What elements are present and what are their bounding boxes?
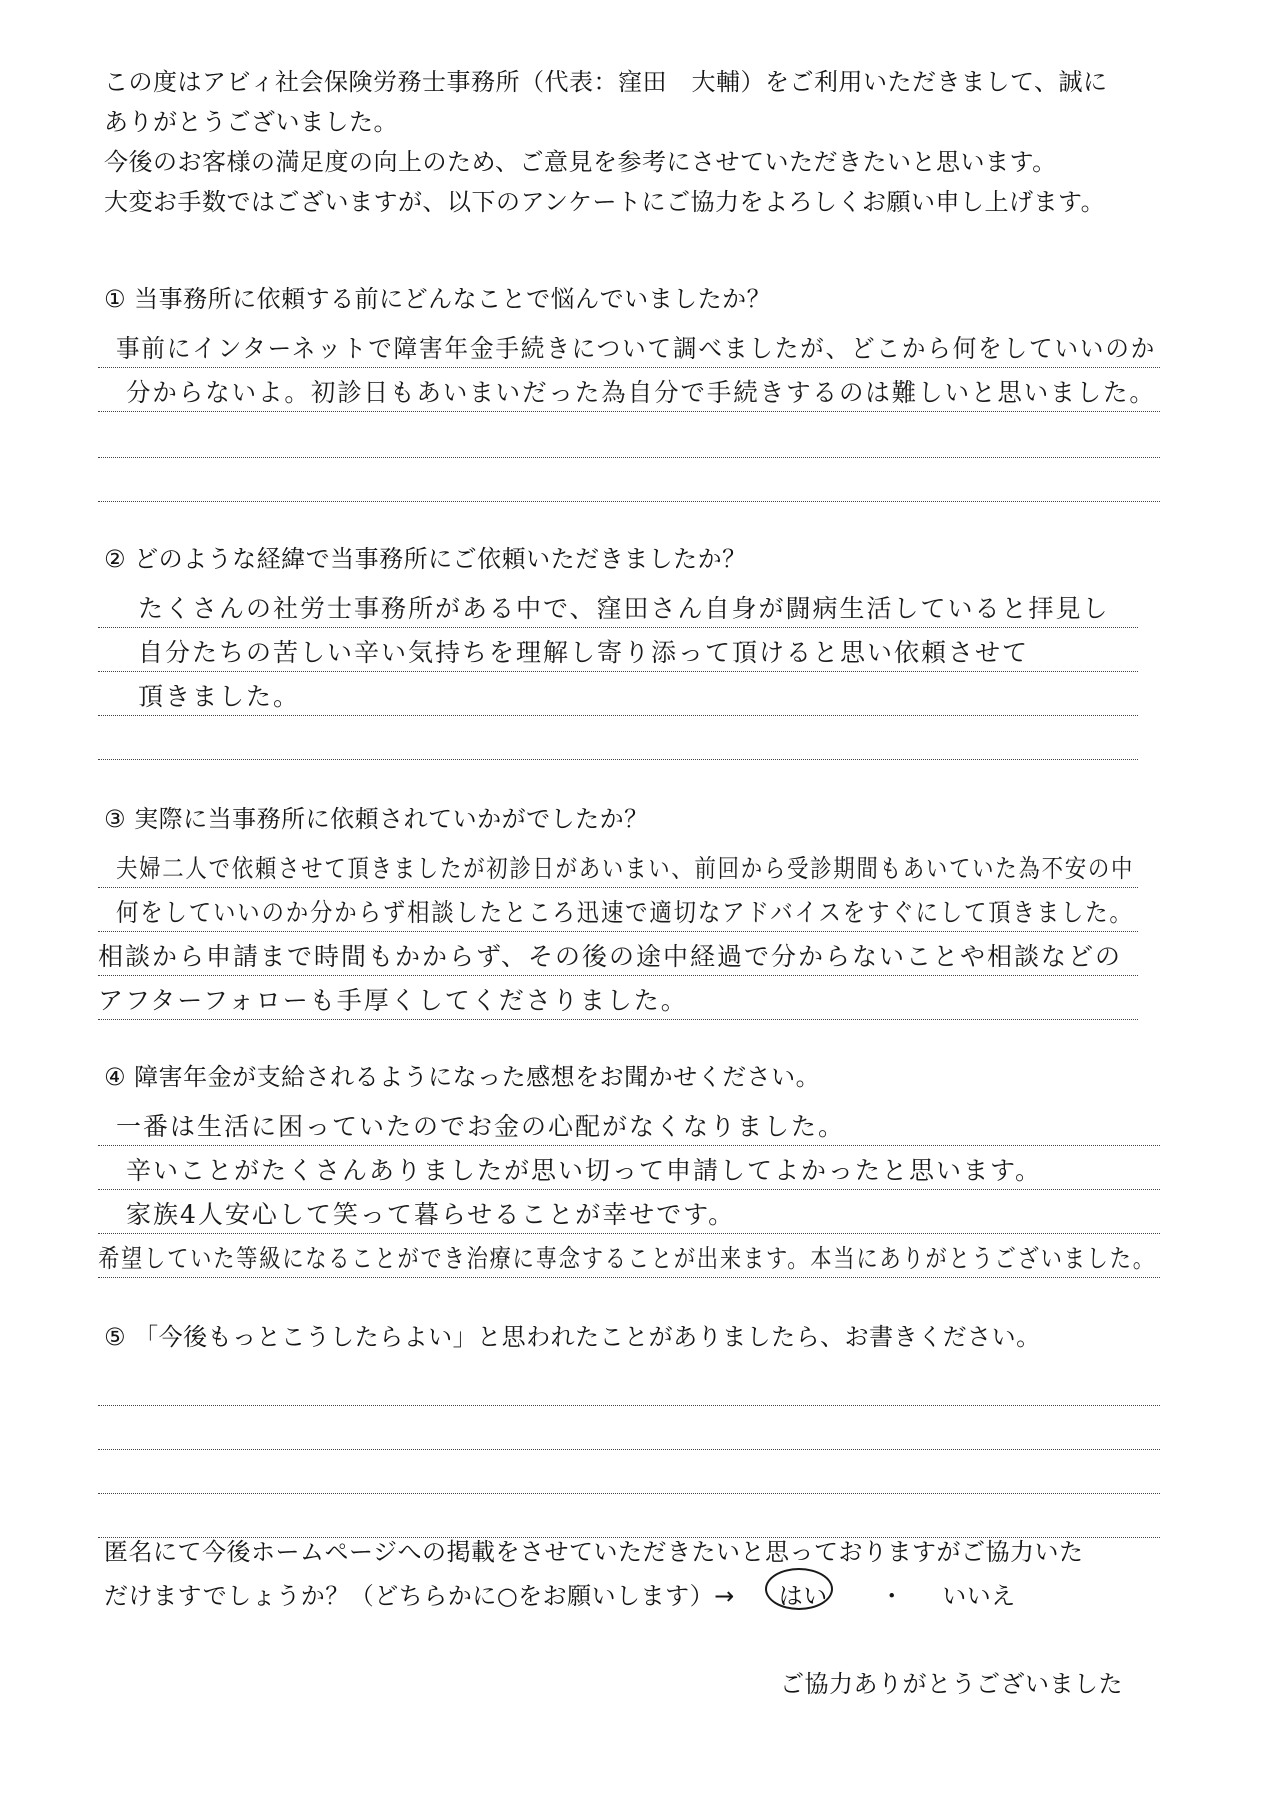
consent-yes-label: はい	[778, 1582, 828, 1610]
answer-2-text-1: たくさんの社労士事務所がある中で、窪田さん自身が闘病生活していると拝見し	[138, 594, 1110, 623]
answer-5-line-2	[98, 1410, 1160, 1450]
consent-no-option[interactable]	[942, 1574, 1016, 1618]
answer-4-line-2	[98, 1150, 1160, 1190]
consent-choice-row	[104, 1574, 1084, 1618]
answer-3-line-1	[98, 848, 1138, 888]
answer-1-text-2: 分からないよ。初診日もあいまいだった為自分で手続きするのは難しいと思いました。	[126, 378, 1156, 407]
consent-line-1: 匿名にて今後ホームページへの掲載をさせていただきたいと思っておりますがご協力いた	[104, 1538, 1084, 1566]
answer-4-line-1	[98, 1106, 1160, 1146]
consent-yes-option[interactable]	[779, 1574, 828, 1618]
publication-consent	[104, 1530, 1084, 1618]
answer-4-line-4	[98, 1238, 1160, 1278]
answer-1-text-1: 事前にインターネットで障害年金手続きについて調べましたが、どこから何をしていいのか	[116, 334, 1157, 363]
intro-text	[104, 62, 1184, 222]
intro-line-2: ありがとうございました。	[104, 108, 398, 136]
answer-4-text-1: 一番は生活に困っていたのでお金の心配がなくなりました。	[116, 1112, 846, 1141]
question-3-label: ③ 実際に当事務所に依頼されていかがでしたか？	[104, 805, 649, 833]
answer-1-line-4	[98, 462, 1160, 502]
question-4-label: ④ 障害年金が支給されるようになった感想をお聞かせください。	[104, 1063, 821, 1091]
consent-separator: ・	[879, 1582, 905, 1610]
intro-line-1: この度はアビィ社会保険労務士事務所（代表：窪田 大輔）をご利用いただきまして、誠に	[104, 68, 1108, 96]
answer-2-line-2	[98, 632, 1138, 672]
answer-5-line-1	[98, 1366, 1160, 1406]
answer-4-text-3: 家族4人安心して笑って暮らせることが幸せです。	[126, 1200, 736, 1229]
answer-2-text-3: 頂きました。	[138, 682, 301, 711]
answer-5-line-3	[98, 1454, 1160, 1494]
selection-circle	[765, 1568, 833, 1610]
answer-1-line-2	[98, 372, 1160, 412]
question-1-label: ① 当事務所に依頼する前にどんなことで悩んでいましたか？	[104, 285, 772, 313]
answer-3-line-4	[98, 980, 1138, 1020]
answer-4-text-4: 希望していた等級になることができ治療に専念することが出来ます。本当にありがとうございました。	[98, 1244, 1156, 1273]
answer-3-line-2	[98, 892, 1138, 932]
consent-line-2: だけますでしょうか？（どちらかに○をお願いします）→	[104, 1582, 735, 1610]
answer-1-line-1	[98, 328, 1160, 368]
answer-2-text-2: 自分たちの苦しい辛い気持ちを理解し寄り添って頂けると思い依頼させて	[138, 638, 1030, 667]
answer-2-line-3	[98, 676, 1138, 716]
answer-4-line-3	[98, 1194, 1160, 1234]
question-2-label: ② どのような経緯で当事務所にご依頼いただきましたか？	[104, 545, 747, 573]
consent-no-label: いいえ	[942, 1582, 1016, 1610]
question-5-label: ⑤ 「今後もっとこうしたらよい」と思われたことがありましたら、お書きください。	[104, 1323, 1041, 1351]
answer-3-text-4: アフターフォローも手厚くしてくださりました。	[98, 986, 688, 1015]
answer-3-text-3: 相談から申請まで時間もかからず、その後の途中経過で分からないことや相談などの	[98, 942, 1123, 971]
intro-line-4: 大変お手数ではございますが、以下のアンケートにご協力をよろしくお願い申し上げます。	[104, 188, 1106, 216]
answer-3-text-1: 夫婦二人で依頼させて頂きましたが初診日があいまい、前回から受診期間もあいていた為不安の中	[116, 854, 1135, 883]
answer-4-text-2: 辛いことがたくさんありましたが思い切って申請してよかったと思います。	[126, 1156, 1043, 1185]
answer-3-line-3	[98, 936, 1138, 976]
answer-1-line-3	[98, 418, 1160, 458]
closing-thanks: ご協力ありがとうございました	[780, 1670, 1123, 1698]
answer-2-line-4	[98, 720, 1138, 760]
answer-3-text-2: 何をしていいのか分からず相談したところ迅速で適切なアドバイスをすぐにして頂きました。	[116, 898, 1134, 927]
answer-2-line-1	[98, 588, 1138, 628]
intro-line-3: 今後のお客様の満足度の向上のため、ご意見を参考にさせていただきたいと思います。	[104, 148, 1057, 176]
